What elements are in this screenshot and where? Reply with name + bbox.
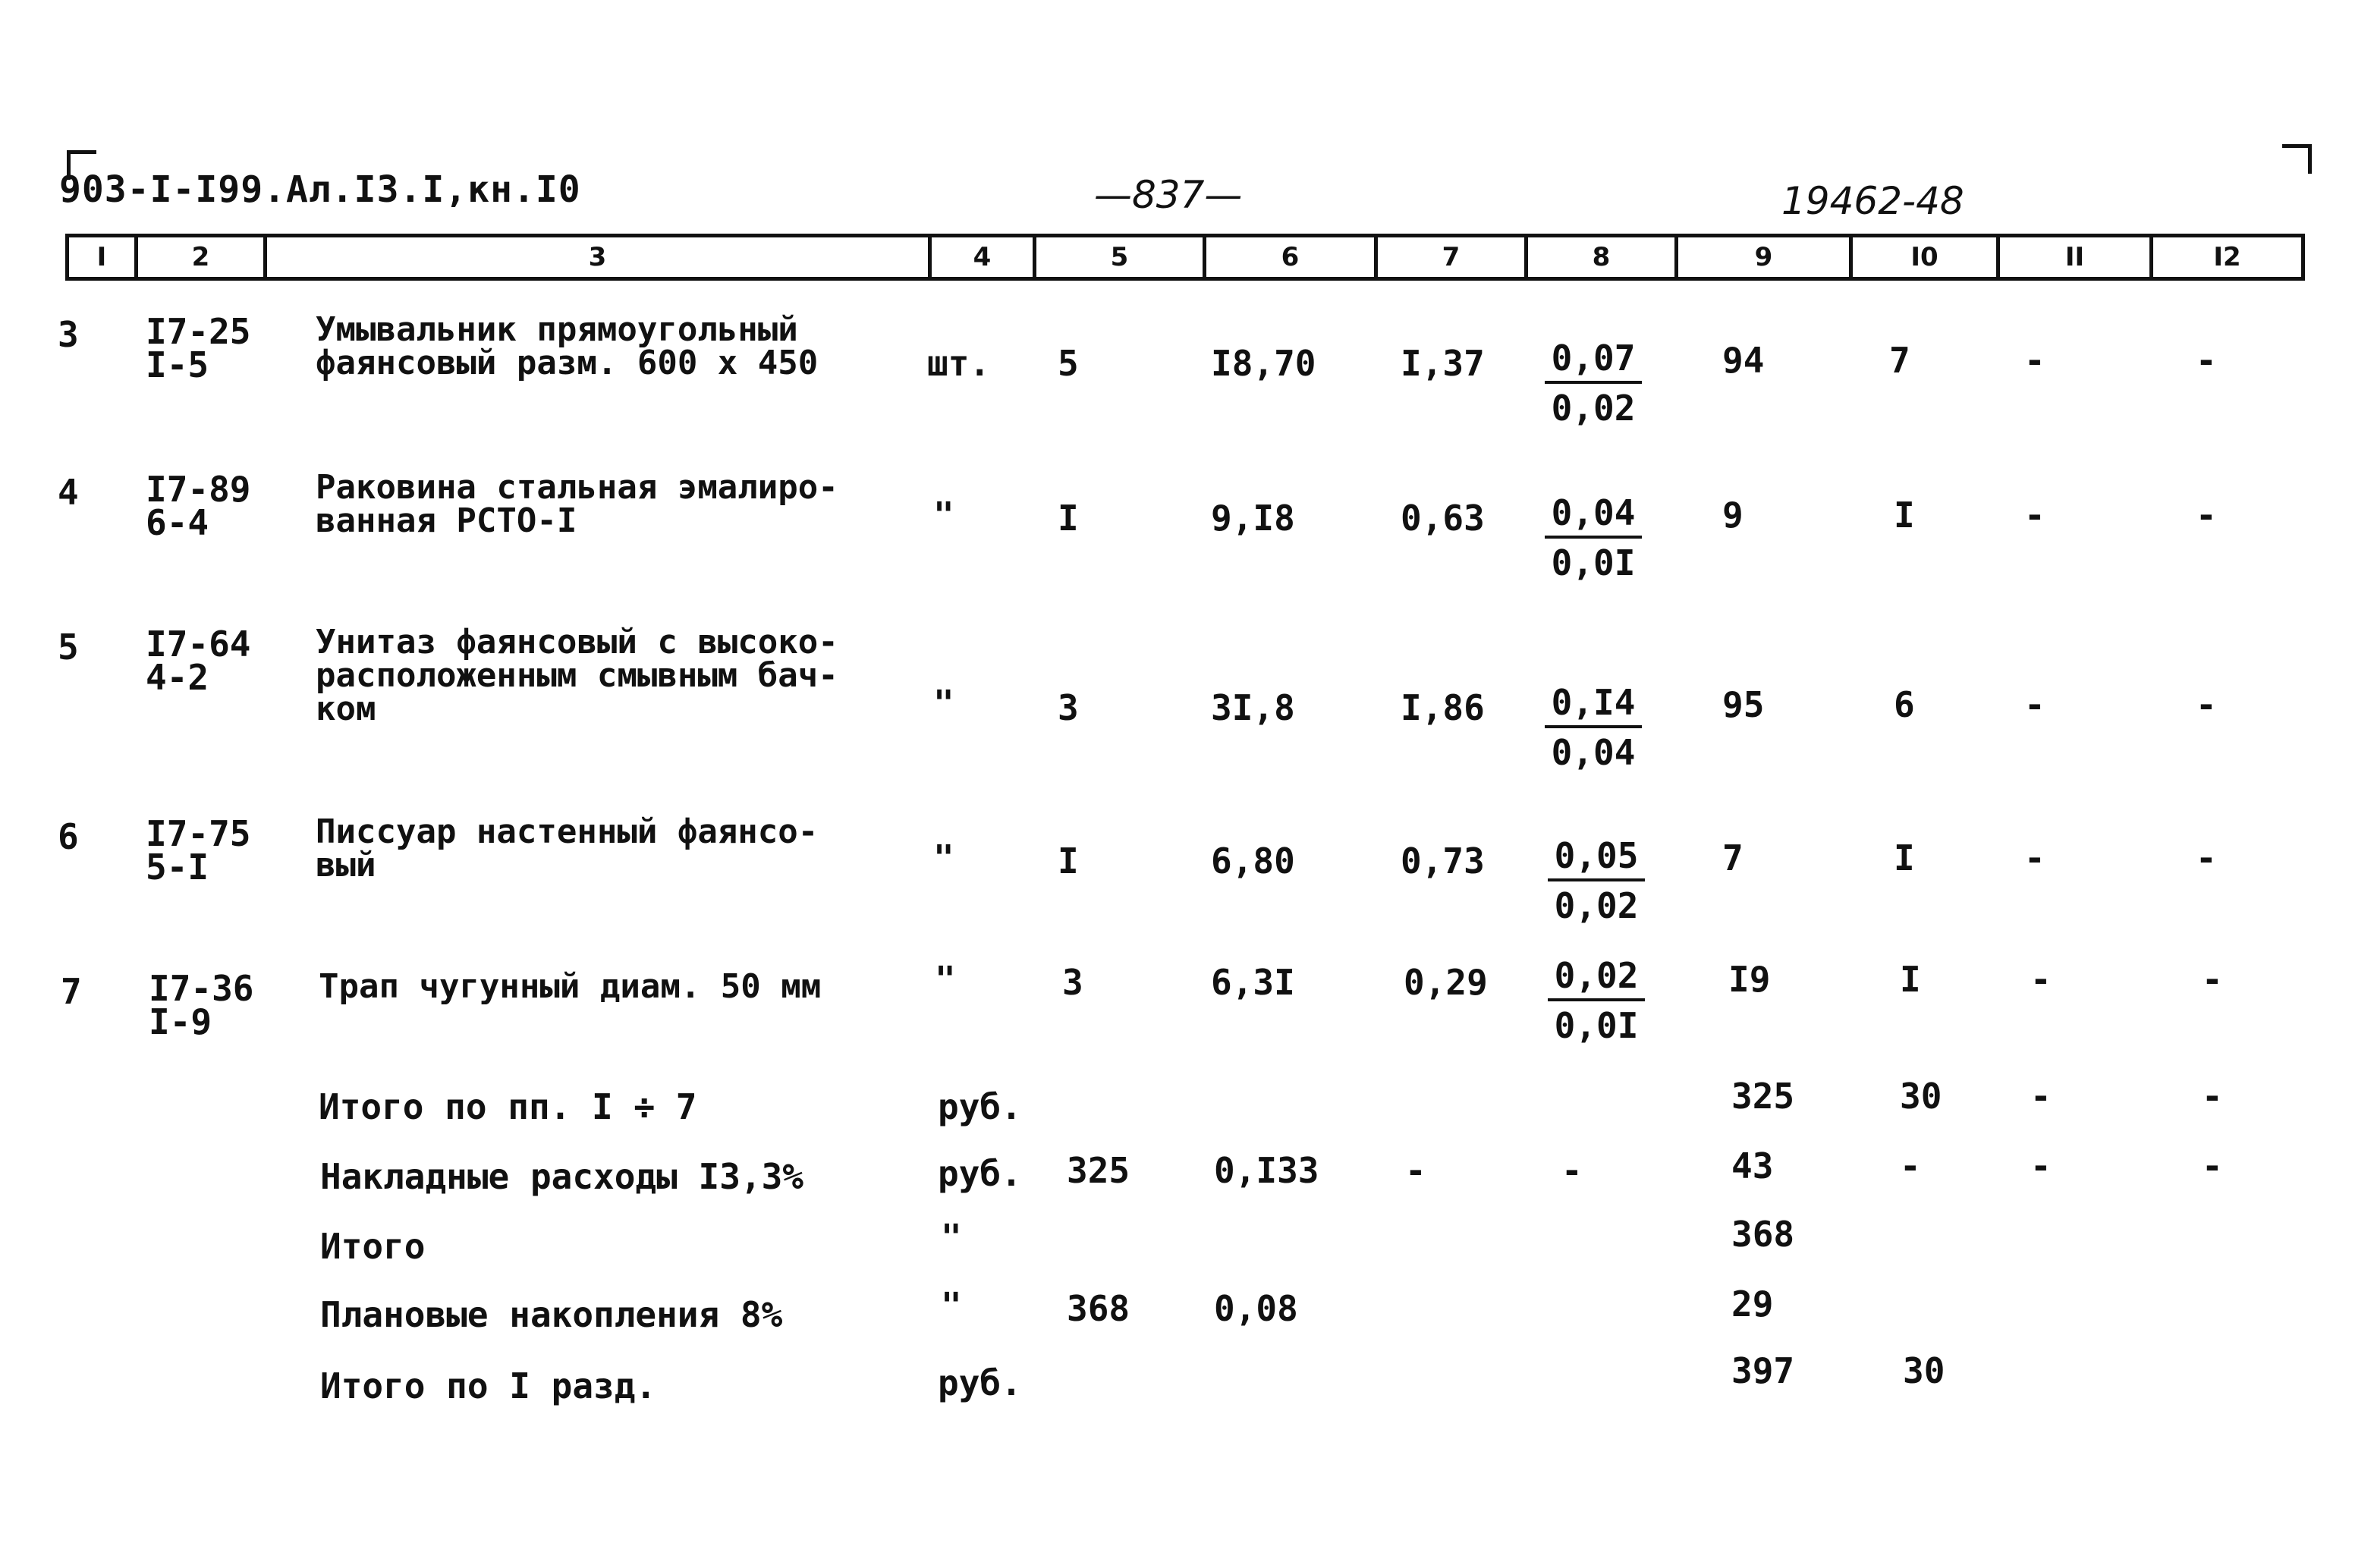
summary-col9: 325	[1731, 1076, 1795, 1117]
item-description-line: Унитаз фаянсовый с высоко-	[316, 623, 838, 661]
col10-value: I	[1894, 495, 1915, 536]
rate-code-sub: I-9	[149, 1001, 212, 1042]
corner-mark-right	[2282, 144, 2312, 174]
column-header: 2	[134, 237, 263, 277]
summary-col6: 0,08	[1214, 1288, 1298, 1329]
item-description-line: Писсуар настенный фаянсо-	[316, 812, 819, 851]
col11-value: -	[2024, 684, 2045, 725]
column-header: 6	[1203, 237, 1374, 277]
col9-value: 95	[1722, 684, 1765, 725]
summary-col12: -	[2202, 1145, 2223, 1186]
summary-unit: "	[941, 1285, 962, 1326]
rate-code-sub: 4-2	[146, 657, 209, 698]
row-number: 6	[58, 816, 79, 857]
col7-value: 0,73	[1401, 841, 1485, 881]
unit-price: I8,70	[1211, 343, 1316, 384]
column-header: I	[96, 242, 107, 272]
column-header: I2	[2149, 237, 2301, 277]
summary-col10: 30	[1900, 1076, 1942, 1117]
summary-col11: -	[2030, 1145, 2052, 1186]
col10-value: I	[1894, 837, 1915, 878]
column-header: II	[1996, 237, 2149, 277]
summary-col9: 397	[1731, 1350, 1795, 1391]
unit-price: 6,3I	[1211, 962, 1295, 1003]
col11-value: -	[2024, 837, 2045, 878]
summary-col12: -	[2202, 1076, 2223, 1117]
unit: "	[933, 683, 954, 724]
rate-code-sub: 5-I	[146, 847, 209, 888]
summary-label: Плановые накопления 8%	[320, 1294, 783, 1335]
row-number: 5	[58, 627, 79, 668]
fraction-numerator: 0,07	[1545, 337, 1642, 384]
summary-col5: 325	[1067, 1150, 1130, 1191]
item-description-line: Раковина стальная эмалиро-	[316, 468, 838, 507]
summary-col9: 29	[1731, 1284, 1774, 1324]
unit-price: 9,I8	[1211, 498, 1295, 539]
summary-unit: "	[941, 1217, 962, 1258]
col8-fraction	[1545, 492, 1642, 587]
summary-label: Итого	[320, 1226, 426, 1267]
col12-value: -	[2196, 684, 2217, 725]
quantity: I	[1058, 498, 1079, 539]
rate-code: I7-25	[146, 311, 251, 352]
summary-col8: -	[1561, 1150, 1583, 1191]
document-code: 903-I-I99.Ал.I3.I,кн.I0	[59, 168, 581, 211]
item-description-line: Умывальник прямоугольный	[316, 310, 798, 349]
col11-value: -	[2024, 495, 2045, 536]
summary-label: Итого по пп. I ÷ 7	[319, 1086, 697, 1127]
summary-col6: 0,I33	[1214, 1150, 1319, 1191]
col7-value: I,37	[1401, 343, 1485, 384]
summary-label: Итого по I разд.	[320, 1365, 657, 1406]
rate-code-sub: 6-4	[146, 502, 209, 543]
unit: "	[933, 495, 954, 536]
row-number: 4	[58, 472, 79, 513]
summary-col9: 368	[1731, 1214, 1795, 1255]
summary-label: Накладные расходы I3,3%	[320, 1156, 803, 1197]
rate-code: I7-75	[146, 813, 251, 854]
col8-fraction	[1548, 954, 1645, 1050]
fraction-numerator: 0,02	[1548, 954, 1645, 1001]
col10-value: 6	[1894, 684, 1915, 725]
col8-fraction	[1545, 337, 1642, 432]
column-header: 7	[1374, 237, 1524, 277]
fraction-denominator: 0,04	[1551, 732, 1636, 773]
rate-code: I7-36	[149, 968, 254, 1009]
rate-code: I7-89	[146, 469, 251, 510]
column-header: 3	[263, 237, 928, 277]
quantity: I	[1058, 841, 1079, 881]
summary-col9: 43	[1731, 1145, 1774, 1186]
unit: "	[935, 959, 956, 1000]
summary-col11: -	[2030, 1076, 2052, 1117]
summary-col10: -	[1900, 1145, 1921, 1186]
col12-value: -	[2196, 340, 2217, 381]
quantity: 5	[1058, 343, 1079, 384]
column-header: 5	[1033, 237, 1203, 277]
summary-unit: руб.	[938, 1086, 1022, 1127]
row-number: 7	[61, 971, 82, 1012]
item-description-line: вый	[316, 846, 376, 885]
column-header: I0	[1849, 237, 1996, 277]
row-number: 3	[58, 314, 79, 355]
col11-value: -	[2024, 340, 2045, 381]
item-description-line: ванная РСТО-I	[316, 501, 577, 540]
col12-value: -	[2196, 837, 2217, 878]
item-description-line: Трап чугунный диам. 50 мм	[319, 967, 822, 1006]
unit: "	[933, 837, 954, 878]
col7-value: 0,63	[1401, 498, 1485, 539]
col12-value: -	[2196, 495, 2217, 536]
col9-value: 9	[1722, 495, 1744, 536]
unit-price: 6,80	[1211, 841, 1295, 881]
fraction-numerator: 0,04	[1545, 492, 1642, 539]
fraction-numerator: 0,I4	[1545, 681, 1642, 728]
document-number: 19462-48	[1781, 179, 1964, 223]
column-header: 8	[1524, 237, 1674, 277]
fraction-denominator: 0,0I	[1551, 542, 1636, 583]
unit: шт.	[927, 343, 991, 384]
col10-value: I	[1900, 959, 1921, 1000]
summary-unit: руб.	[938, 1362, 1022, 1403]
item-description-line: расположенным смывным бач-	[316, 656, 838, 695]
quantity: 3	[1062, 962, 1083, 1003]
col8-fraction	[1548, 834, 1645, 930]
column-header-row	[65, 234, 2305, 281]
summary-col7: -	[1405, 1150, 1426, 1191]
col9-value: 94	[1722, 340, 1765, 381]
col9-value: 7	[1722, 837, 1744, 878]
summary-col5: 368	[1067, 1288, 1130, 1329]
item-description-line: ком	[316, 690, 376, 728]
col7-value: 0,29	[1404, 962, 1488, 1003]
fraction-numerator: 0,05	[1548, 834, 1645, 881]
fraction-denominator: 0,0I	[1554, 1005, 1639, 1046]
col7-value: I,86	[1401, 687, 1485, 728]
col8-fraction	[1545, 681, 1642, 777]
item-description-line: фаянсовый разм. 600 х 450	[316, 344, 819, 382]
col9-value: I9	[1728, 959, 1771, 1000]
col11-value: -	[2030, 959, 2052, 1000]
summary-unit: руб.	[938, 1153, 1022, 1194]
col10-value: 7	[1889, 340, 1910, 381]
column-header: 4	[928, 237, 1033, 277]
rate-code: I7-64	[146, 624, 251, 665]
summary-col10: 30	[1903, 1350, 1945, 1391]
quantity: 3	[1058, 687, 1079, 728]
rate-code-sub: I-5	[146, 344, 209, 385]
unit-price: 3I,8	[1211, 687, 1295, 728]
fraction-denominator: 0,02	[1554, 885, 1639, 926]
column-header: 9	[1674, 237, 1849, 277]
fraction-denominator: 0,02	[1551, 388, 1636, 429]
col12-value: -	[2202, 959, 2223, 1000]
page-number: —837—	[1094, 173, 1243, 217]
